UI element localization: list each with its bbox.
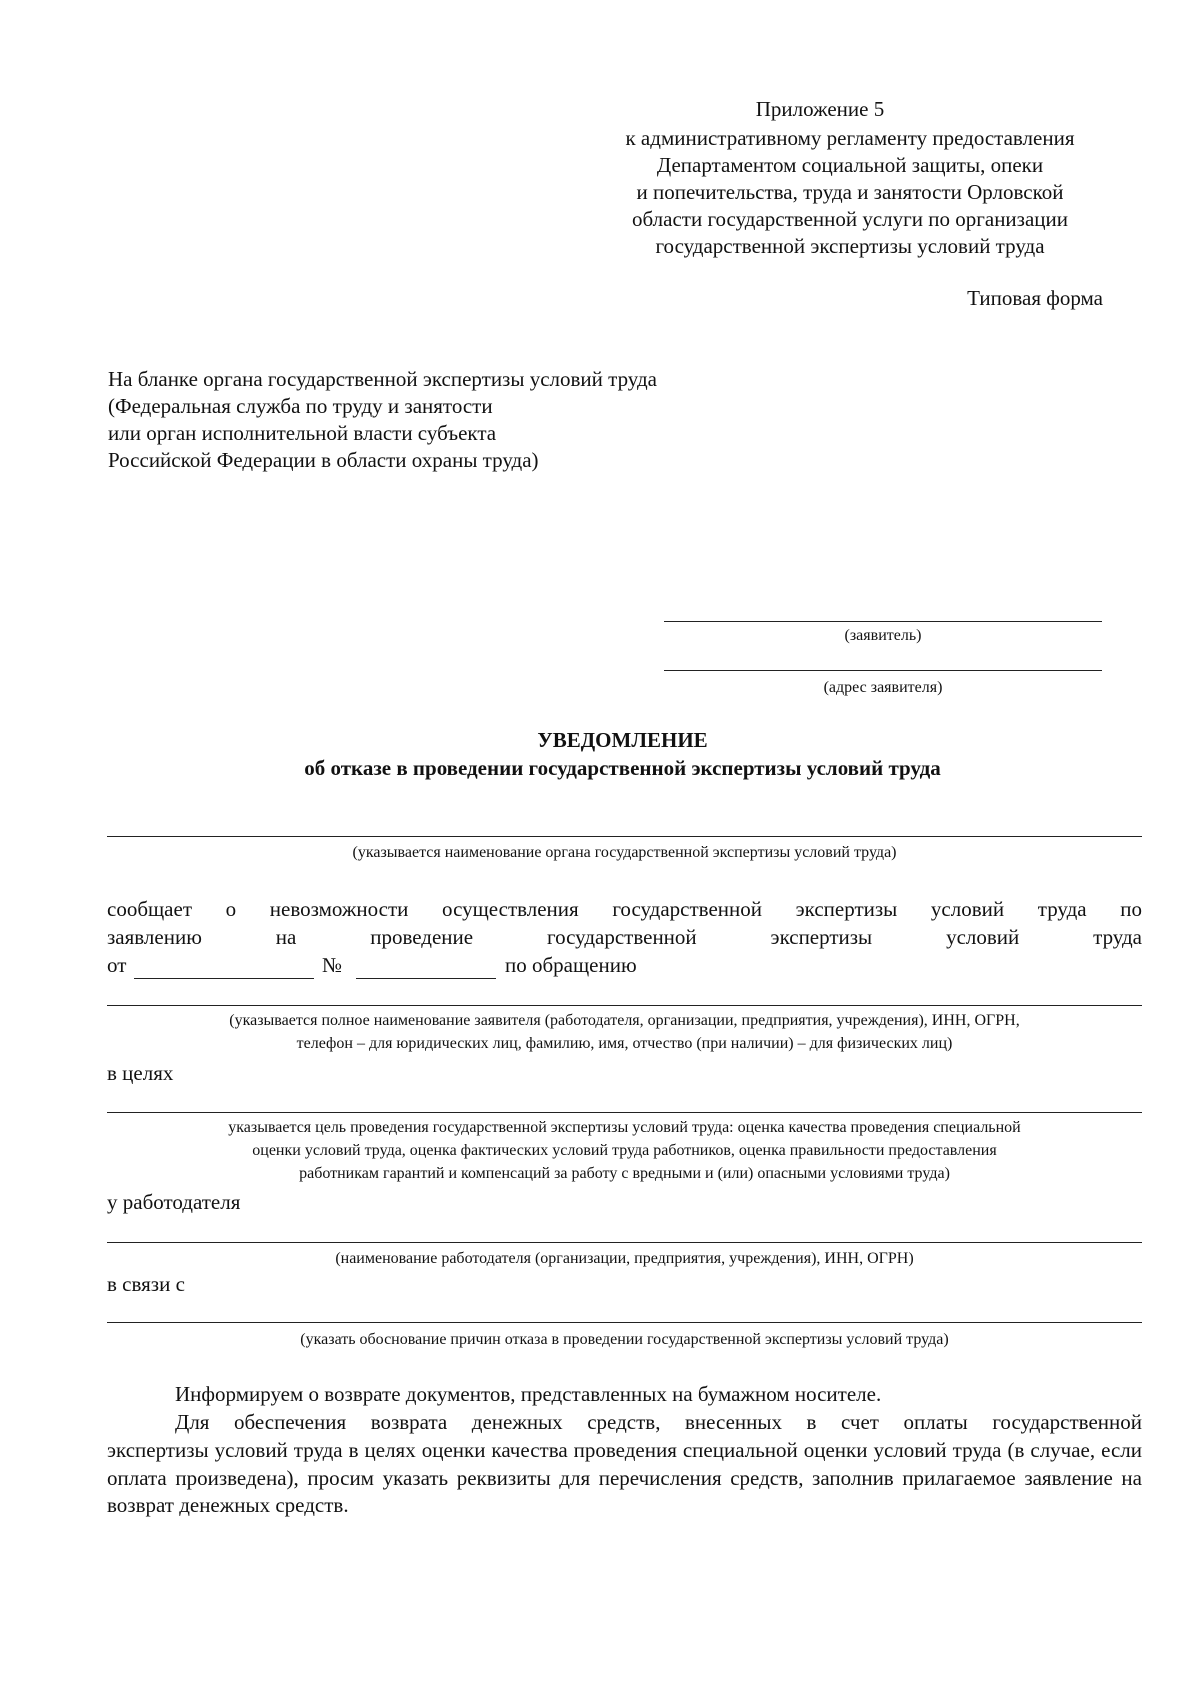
applicant-field-line [664,621,1102,622]
purpose-caption-3: работникам гарантий и компенсаций за работу с вредными и (или) опасными условиями труда) [299,1165,950,1182]
letterhead-line-2: (Федеральная служба по труду и занятости [108,394,493,418]
appendix-line-4: области государственной услуги по организации [632,207,1068,231]
reason-field-line [107,1322,1142,1323]
appendix-title: Приложение 5 [755,97,885,121]
number-field-line [356,978,496,979]
organ-field-line [107,836,1142,837]
reason-label: в связи с [107,1272,185,1296]
applicant-fullname-field-line [107,1005,1142,1006]
appendix-line-1: к административному регламенту предоставления [625,126,1075,150]
purpose-field-line [107,1112,1142,1113]
applicant-fullname-caption-2: телефон – для юридических лиц, фамилию, имя, отчество (при наличии) – для физических лиц) [296,1035,953,1052]
appendix-line-5: государственной экспертизы условий труда [655,234,1045,258]
return-docs-paragraph: Информируем о возврате документов, представленных на бумажном носителе. [175,1382,882,1406]
appendix-line-2: Департаментом социальной защиты, опеки [656,153,1044,177]
applicant-fullname-caption-1: (указывается полное наименование заявителя (работодателя, организации, предприятия, учреждения), ИНН, ОГРН, [229,1012,1020,1029]
refund-paragraph-body: экспертизы условий труда в целях оценки качества проведения специальной оценки условий труда (в случае, если оплата произведена), просим указать реквизиты для перечисления средств, заполнив прилагаемое заявление на возврат денежных средств. [107,1438,1142,1517]
purpose-label: в целях [107,1061,174,1085]
applicant-caption: (заявитель) [844,627,922,644]
refund-paragraph-first-line: Для обеспечения возврата денежных средств, внесенных в счет оплаты государственной [175,1410,1142,1434]
report-line-2: заявлению на проведение государственной экспертизы условий труда [107,925,1142,949]
document-title: УВЕДОМЛЕНИЕ [537,728,708,752]
report-line-1: сообщает о невозможности осуществления государственной экспертизы условий труда по [107,897,1142,921]
appendix-line-3: и попечительства, труда и занятости Орловской [636,180,1064,204]
purpose-caption-2: оценки условий труда, оценка фактических условий труда работников, оценка правильности предоставления [252,1142,997,1159]
number-label: № [322,953,343,977]
reason-caption: (указать обоснование причин отказа в проведении государственной экспертизы условий труда) [300,1331,949,1348]
organ-caption: (указывается наименование органа государственной экспертизы условий труда) [352,844,897,861]
letterhead-line-1: На бланке органа государственной экспертизы условий труда [108,367,657,391]
applicant-address-field-line [664,670,1102,671]
employer-caption: (наименование работодателя (организации, предприятия, учреждения), ИНН, ОГРН) [335,1250,914,1267]
request-label: по обращению [505,953,637,977]
letterhead-line-3: или орган исполнительной власти субъекта [108,421,497,445]
purpose-caption-1: указывается цель проведения государственной экспертизы условий труда: оценка качества проведения специальной [228,1119,1021,1136]
applicant-address-caption: (адрес заявителя) [823,679,943,696]
form-type-label: Типовая форма [967,286,1103,310]
document-subtitle: об отказе в проведении государственной экспертизы условий труда [304,756,941,780]
employer-label: у работодателя [107,1190,241,1214]
letterhead-line-4: Российской Федерации в области охраны труда) [108,448,539,472]
date-field-line [134,978,314,979]
from-label: от [107,953,127,977]
employer-field-line [107,1242,1142,1243]
